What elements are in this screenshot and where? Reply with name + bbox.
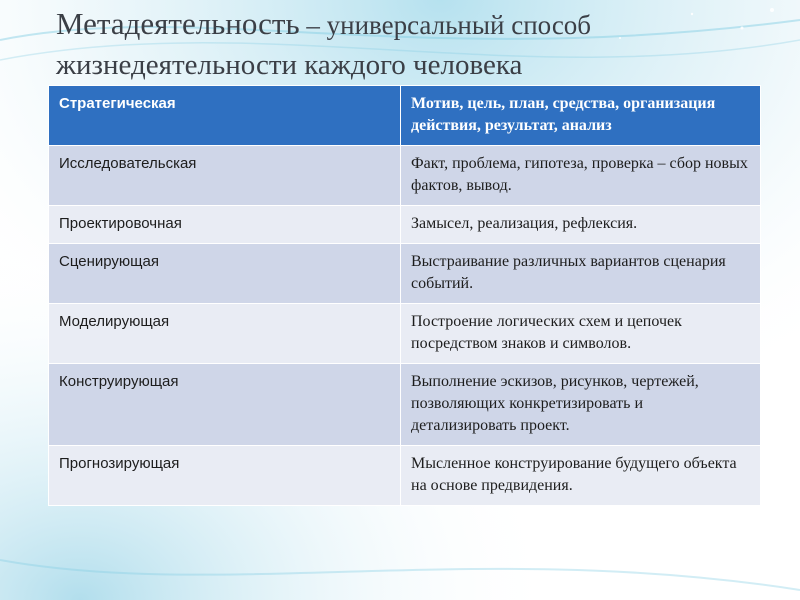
- table-row: [49, 146, 761, 206]
- table-row: [49, 206, 761, 244]
- activity-content-cell: Построение логических схем и цепочек посредством знаков и символов.: [401, 304, 761, 364]
- activity-content-cell: Замысел, реализация, рефлексия.: [401, 206, 761, 244]
- table-row: [49, 446, 761, 506]
- activity-type-cell: Моделирующая: [49, 304, 401, 364]
- activity-content-cell: Выполнение эскизов, рисунков, чертежей, позволяющих конкретизировать и детализировать проект.: [401, 364, 761, 446]
- header-cell-content: Мотив, цель, план, средства, организация действия, результат, анализ: [401, 86, 761, 146]
- table-header-row: [49, 86, 761, 146]
- activity-content-cell: Факт, проблема, гипотеза, проверка – сбор новых фактов, вывод.: [401, 146, 761, 206]
- header-cell-type: Стратегическая: [49, 86, 401, 146]
- title-rest: – универсальный способ: [299, 10, 592, 40]
- slide-title: [56, 4, 776, 85]
- activity-type-cell: Исследовательская: [49, 146, 401, 206]
- title-line2: жизнедеятельности каждого человека: [56, 49, 523, 81]
- table-row: [49, 304, 761, 364]
- activity-type-cell: Проектировочная: [49, 206, 401, 244]
- activity-type-cell: Конструирующая: [49, 364, 401, 446]
- activity-content-cell: Выстраивание различных вариантов сценария событий.: [401, 244, 761, 304]
- activity-type-cell: Прогнозирующая: [49, 446, 401, 506]
- activity-table-container: [48, 85, 760, 506]
- activity-content-cell: Мысленное конструирование будущего объекта на основе предвидения.: [401, 446, 761, 506]
- table-row: [49, 364, 761, 446]
- activity-type-cell: Сценирующая: [49, 244, 401, 304]
- table-row: [49, 244, 761, 304]
- title-main: Метадеятельность: [56, 6, 300, 41]
- activity-table: [48, 85, 761, 506]
